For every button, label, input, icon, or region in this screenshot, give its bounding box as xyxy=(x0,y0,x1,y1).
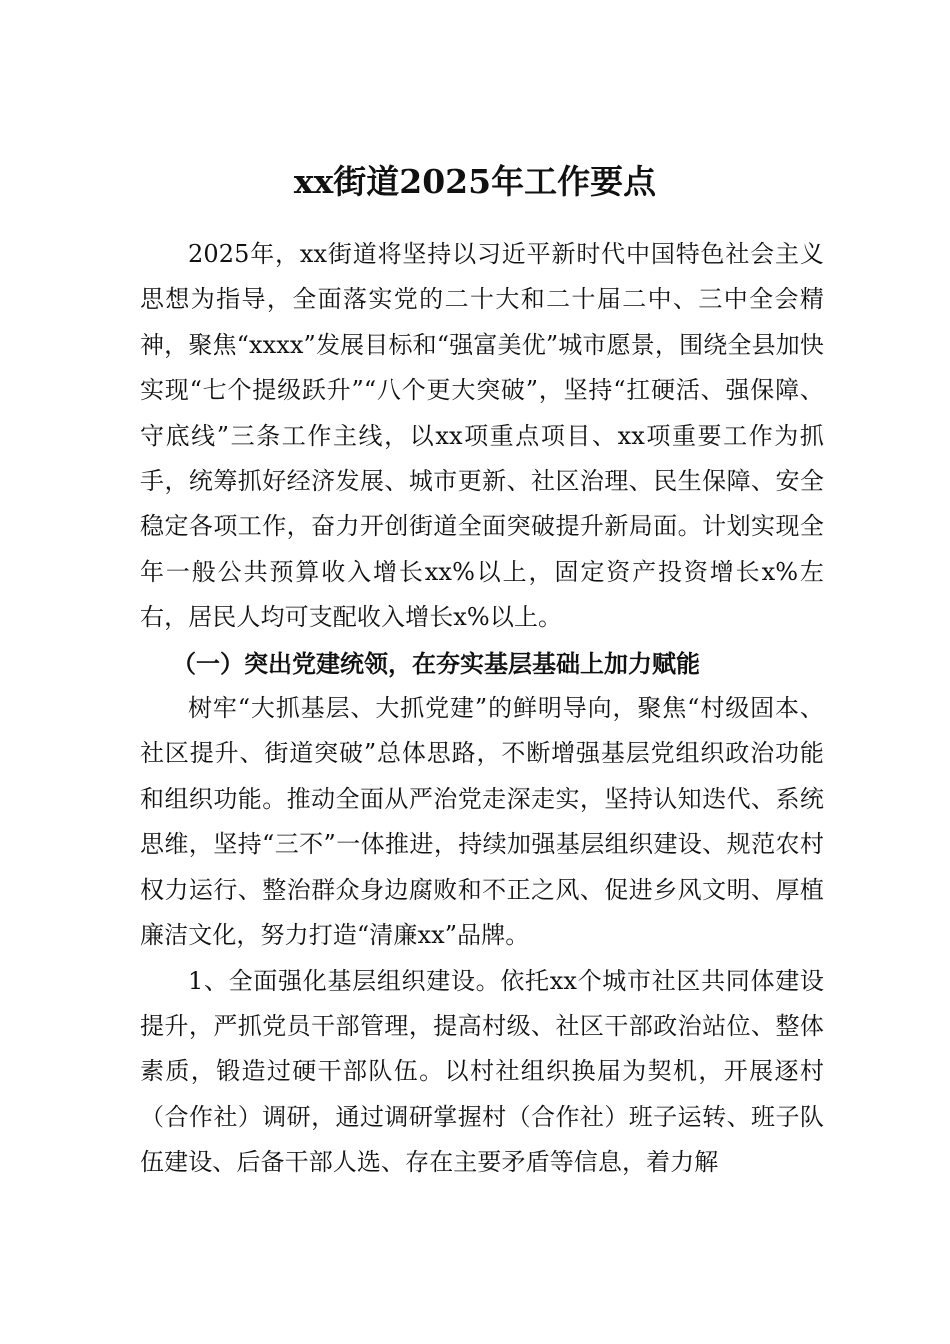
item-1-paragraph: 1、全面强化基层组织建设。依托xx个城市社区共同体建设提升，严抓党员干部管理，提高村级、社区干部政治站位、整体素质，锻造过硬干部队伍。以村社组织换届为契机，开展逐村（合作社）调研，通过调研掌握村（合作社）班子运转、班子队伍建设、后备干部人选、存在主要矛盾等信息，着力解 xyxy=(140,966,824,1177)
document-title: xx街道2025年工作要点 xyxy=(293,162,657,202)
document-body xyxy=(140,232,824,1186)
intro-paragraph: 2025年，xx街道将坚持以习近平新时代中国特色社会主义思想为指导，全面落实党的二十大和二十届二中、三中全会精神，聚焦“xxxx”发展目标和“强富美优”城市愿景，围绕全县加快实现“七个提级跃升”“八个更大突破”，坚持“扛硬活、强保障、守底线”三条工作主线，以xx项重点项目、xx项重要工作为抓手，统筹抓好经济发展、城市更新、社区治理、民生保障、安全稳定各项工作，奋力开创街道全面突破提升新局面。计划实现全年一般公共预算收入增长xx%以上，固定资产投资增长x%左右，居民人均可支配收入增长x%以上。 xyxy=(140,240,824,632)
section-heading-1: （一）突出党建统领，在夯实基层基础上加力赋能 xyxy=(172,648,700,678)
section-1-paragraph: 树牢“大抓基层、大抓党建”的鲜明导向，聚焦“村级固本、社区提升、街道突破”总体思路，不断增强基层党组织政治功能和组织功能。推动全面从严治党走深走实，坚持认知迭代、系统思维，坚持“三不”一体推进，持续加强基层组织建设、规范农村权力运行、整治群众身边腐败和不正之风、促进乡风文明、厚植廉洁文化，努力打造“清廉xx”品牌。 xyxy=(140,694,824,950)
